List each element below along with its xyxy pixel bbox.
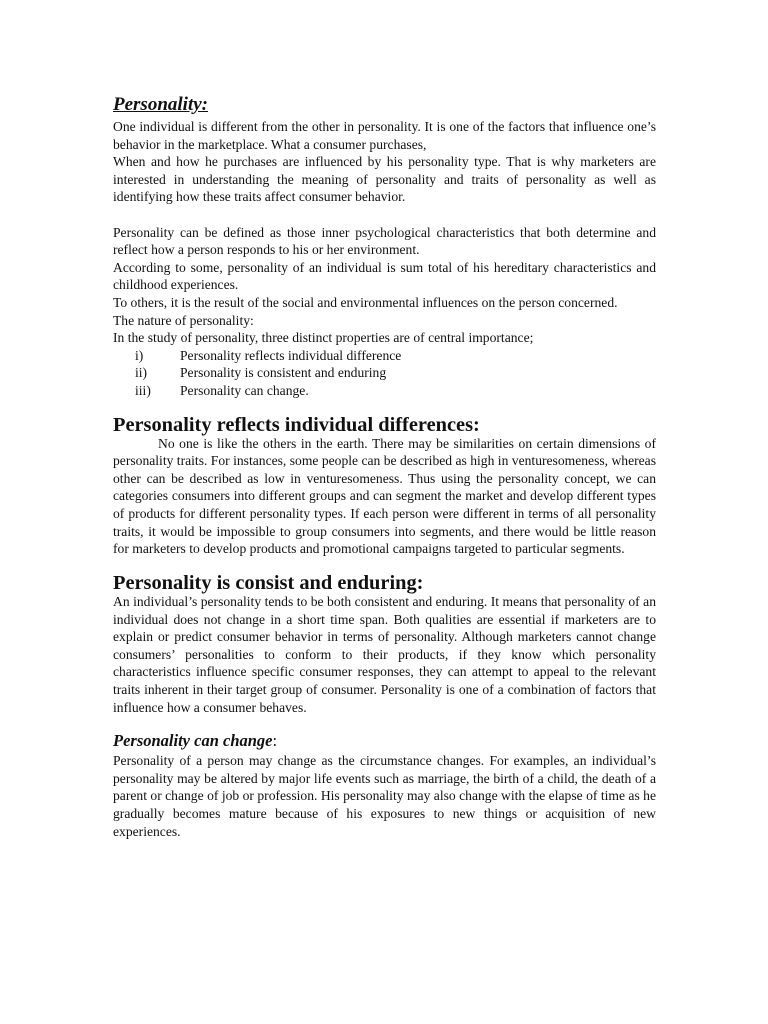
list-text: Personality can change.	[180, 382, 309, 398]
list-item	[113, 364, 656, 382]
section-body-consistent-enduring: An individual’s personality tends to be both consistent and enduring. It means that personality of an individual does not change in a short time span. Both qualities are essential if marketers are to explain or predict consumer behavior in terms of personality. Although marketers cannot change consumers’ personalities to conform to their products, if they know which personality characteristics influence specific consumer responses, they can attempt to appeal to the relevant traits inherent in their target group of consumer. Personality is one of a combination of factors that influence how a consumer behaves.	[113, 594, 656, 715]
hereditary-paragraph: According to some, personality of an individual is sum total of his hereditary characteristics and childhood experiences.	[113, 259, 656, 293]
spacer	[113, 206, 656, 224]
properties-list	[113, 347, 656, 400]
list-number: i)	[135, 347, 144, 363]
social-paragraph: To others, it is the result of the social and environmental influences on the person concerned.	[113, 294, 618, 310]
section-heading-colon: :	[272, 731, 278, 751]
page-title: Personality:	[113, 94, 208, 115]
section-heading-can-change	[113, 730, 656, 752]
list-text: Personality is consistent and enduring	[180, 365, 387, 381]
section-heading-consistent-enduring: Personality is consist and enduring:	[113, 572, 424, 595]
nature-label: The nature of personality:	[113, 312, 254, 328]
definition-paragraph: Personality can be defined as those inner psychological characteristics that both determine and reflect how a person responds to his or her environment.	[113, 224, 656, 258]
section-body-can-change: Personality of a person may change as the circumstance changes. For examples, an individual’s personality may be altered by major life events such as marriage, the birth of a child, the death of a parent or change of job or profession. His personality may also change with the elapse of time as he gradually becomes mature because of his exposures to new things or acquisition of new experiences.	[113, 753, 656, 839]
list-item	[113, 347, 656, 365]
list-text: Personality reflects individual difference	[180, 347, 402, 363]
properties-intro: In the study of personality, three distinct properties are of central importance;	[113, 330, 534, 346]
spacer	[113, 716, 656, 730]
section-heading-text: Personality can change	[113, 731, 273, 751]
list-number: ii)	[135, 365, 148, 381]
document-page	[113, 92, 656, 840]
intro-paragraph-2: When and how he purchases are influenced by his personality type. That is why marketers are interested in understanding the meaning of personality and traits of personality as well as identifying how these traits affect consumer behavior.	[113, 154, 656, 205]
intro-paragraph-1: One individual is different from the other in personality. It is one of the factors that influence one’s behavior in the marketplace. What a consumer purchases,	[113, 119, 656, 152]
section-body-individual-differences: No one is like the others in the earth. There may be similarities on certain dimensions of personality traits. For instances, some people can be described as high in venturesomeness, whereas other can be described as low in venturesomeness. Thus using the personality concept, we can categories consumers into different groups and can segment the market and develop different types of products for different personality types. If each person were different in terms of all personality traits, it would be impossible to group consumers into segments, and there would be little reason for marketers to develop products and promotional campaigns targeted to particular segments.	[113, 435, 656, 557]
list-item	[113, 382, 656, 400]
section-heading-individual-differences: Personality reflects individual differences:	[113, 414, 480, 437]
list-number: iii)	[135, 382, 151, 398]
